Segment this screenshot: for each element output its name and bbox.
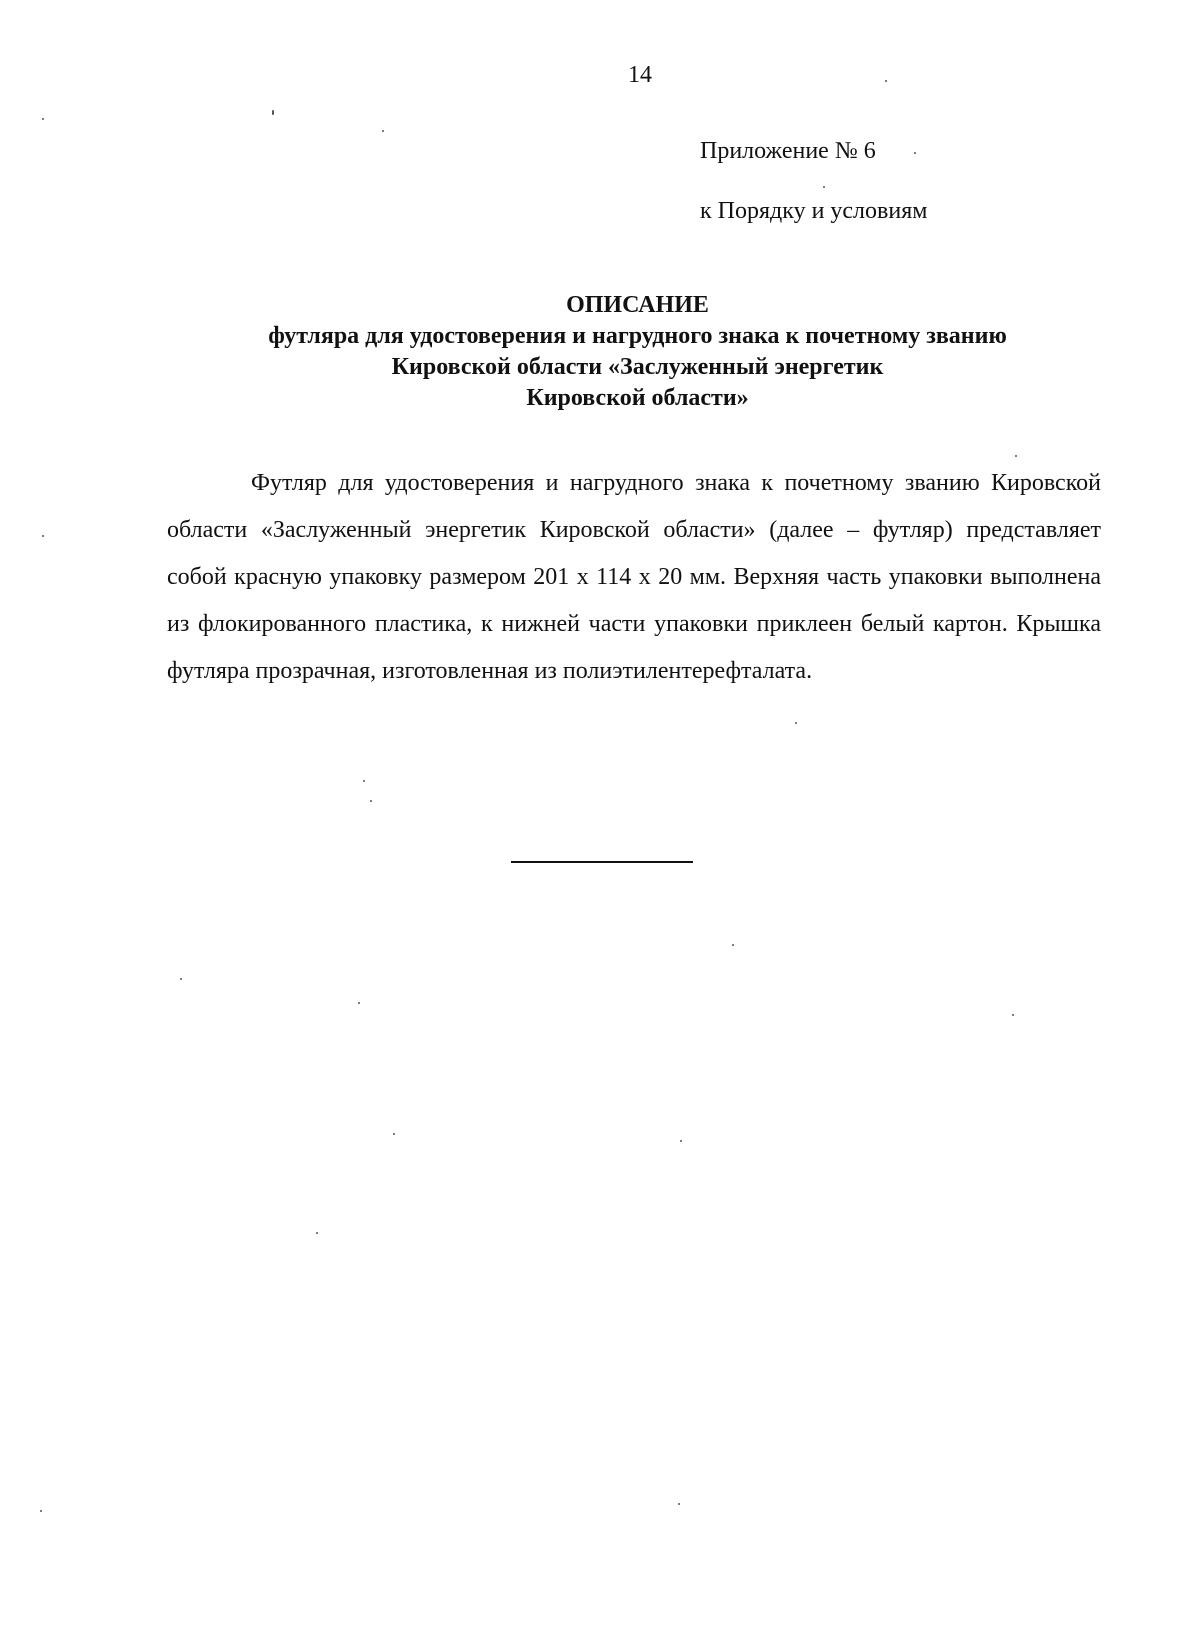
title-line-1: футляра для удостоверения и нагрудного знака к почетному званию: [268, 323, 1007, 349]
document-title-block: [140, 290, 1135, 414]
title-line-3: Кировской области»: [526, 385, 749, 411]
scan-speck: [358, 1002, 360, 1004]
scan-speck: [40, 1510, 42, 1512]
scan-speck: [1015, 455, 1017, 457]
scan-speck: [732, 944, 734, 946]
title-line-2: Кировской области «Заслуженный энергетик: [391, 354, 884, 380]
scan-speck: [1012, 1014, 1014, 1016]
scan-speck: [823, 186, 825, 188]
scan-speck: [678, 1503, 680, 1505]
scan-speck: [795, 722, 797, 724]
scan-speck: [393, 1133, 395, 1135]
document-heading: ОПИСАНИЕ: [566, 292, 709, 318]
scan-speck: [42, 118, 44, 120]
appendix-number-line: Приложение № 6: [700, 138, 876, 164]
end-divider: [511, 861, 693, 863]
scan-speck: [382, 130, 384, 132]
scan-speck: [363, 780, 365, 782]
body-paragraph: Футляр для удостоверения и нагрудного знака к почетному званию Кировской области «Заслуженный энергетик Кировской области» (далее – футляр) представляет собой красную упаковку размером 201 х 114 х 20 мм. Верхняя часть упаковки выполнена из флокированного пластика, к нижней части упаковки приклеен белый картон. Крышка футляра прозрачная, изготовленная из полиэтилентерефталата.: [167, 470, 1101, 684]
scan-speck: [680, 1140, 682, 1142]
scan-speck: [316, 1232, 318, 1234]
page-number: 14: [628, 62, 652, 88]
scan-speck: [370, 800, 372, 802]
scan-speck: [42, 535, 44, 537]
scan-speck: [885, 80, 887, 82]
scan-speck: [272, 110, 274, 115]
scan-speck: [180, 978, 182, 980]
appendix-reference-line: к Порядку и условиям: [700, 198, 928, 224]
scan-speck: [914, 152, 916, 154]
